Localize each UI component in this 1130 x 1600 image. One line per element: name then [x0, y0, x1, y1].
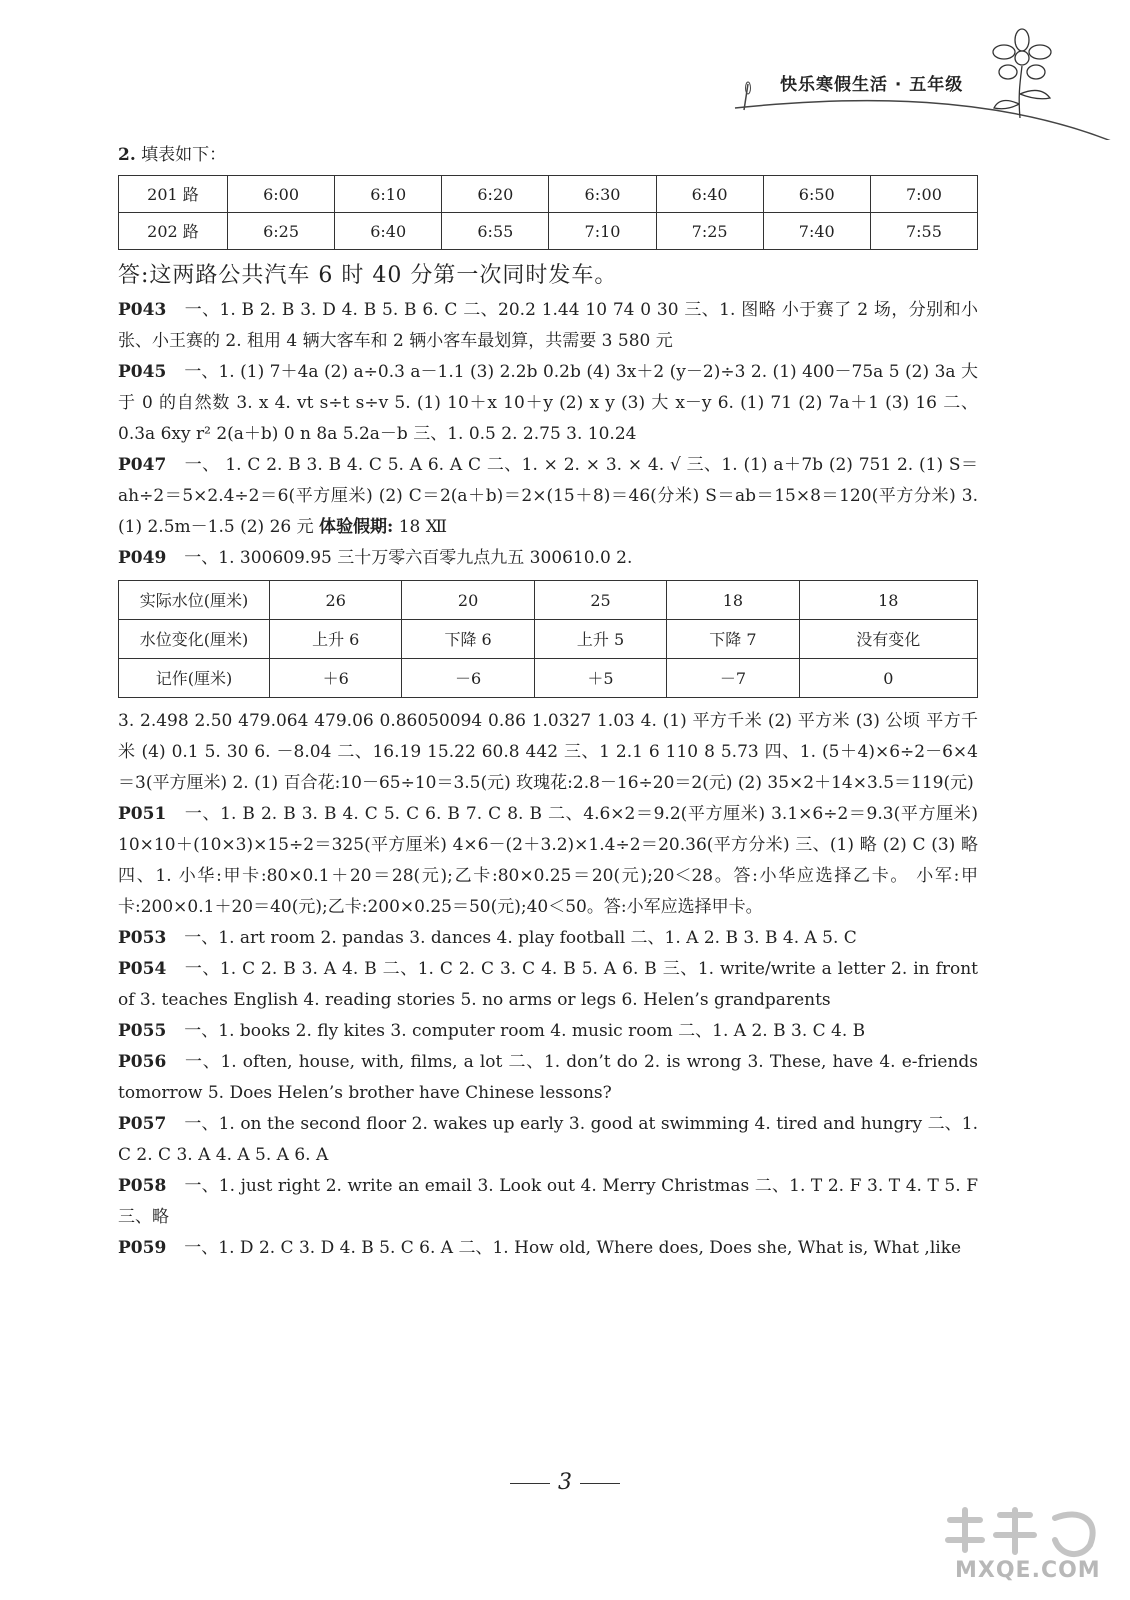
- page-number: [0, 1470, 1130, 1495]
- intro-number: 2.: [118, 145, 136, 165]
- page-code: P056: [118, 1052, 167, 1072]
- header-curve-line: [735, 101, 1128, 140]
- section-p043: [118, 295, 978, 357]
- table-cell: －6: [402, 659, 534, 698]
- page-number-value: 3: [558, 1470, 572, 1495]
- section-text: 一、1. D 2. C 3. D 4. B 5. C 6. A 二、1. How old, Where does, Does she, What is, What ,like: [184, 1238, 962, 1258]
- section-p057: [118, 1109, 978, 1171]
- table-cell: 18: [667, 581, 799, 620]
- section-p053: [118, 923, 978, 954]
- section-text: 一、1. (1) 7＋4a (2) a÷0.3 a－1.1 (3) 2.2b 0.2b (4) 3x＋2 (y－2)÷3 2. (1) 400－75a 5 (2) 3a 大于 0 的自然数 3. x 4. vt s÷t s÷v 5. (1) 10＋x 10＋y (2) x y (3) 大 x－y 6. (1) 71 (2) 7a＋1 (3) 16 二、0.3a 6xy r² 2(a＋b) 0 n 8a 5.2a－b 三、1. 0.5 2. 2.75 3. 10.24: [118, 362, 978, 444]
- table-cell: 6:30: [549, 176, 656, 213]
- table-cell: 6:40: [335, 213, 442, 250]
- table-row: [119, 213, 978, 250]
- answer-content: [118, 140, 978, 1264]
- section-text: 一、1. on the second floor 2. wakes up early 3. good at swimming 4. tired and hungry 二、1. C 2. C 3. A 4. A 5. A 6. A: [118, 1114, 978, 1165]
- section-text: 一、1. just right 2. write an email 3. Look out 4. Merry Christmas 二、1. T 2. F 3. T 4. T 5. F 三、略: [118, 1176, 978, 1227]
- table-cell: 上升 5: [534, 620, 666, 659]
- page-code: P045: [118, 362, 167, 382]
- page-header: [0, 0, 1130, 140]
- table-cell: 6:20: [442, 176, 549, 213]
- section-p054: [118, 954, 978, 1016]
- table-cell: 7:00: [870, 176, 977, 213]
- section-p055: [118, 1016, 978, 1047]
- page-code: P057: [118, 1114, 167, 1134]
- table-row: [119, 620, 978, 659]
- header-title: 快乐寒假生活 · 五年级: [780, 75, 964, 95]
- water-level-table: [118, 580, 978, 698]
- table-cell: 上升 6: [270, 620, 402, 659]
- section-p056: [118, 1047, 978, 1109]
- page-code: P047: [118, 455, 167, 475]
- section-text: 一、1. books 2. fly kites 3. computer room 4. music room 二、1. A 2. B 3. C 4. B: [184, 1021, 866, 1041]
- table-row: [119, 659, 978, 698]
- page-number-dash-left: [510, 1483, 550, 1484]
- table-cell: 下降 7: [667, 620, 799, 659]
- section-p051: [118, 799, 978, 923]
- row-header: 实际水位(厘米): [119, 581, 270, 620]
- page-code: P053: [118, 928, 167, 948]
- page-code: P054: [118, 959, 167, 979]
- section-p049-continued: [118, 706, 978, 799]
- page-code: P055: [118, 1021, 167, 1041]
- table-cell: 18: [799, 581, 977, 620]
- experience-value: 18 Ⅻ: [398, 517, 448, 537]
- table-row: [119, 581, 978, 620]
- section-p049: [118, 543, 978, 574]
- page-code: P043: [118, 300, 167, 320]
- section-text: 3. 2.498 2.50 479.064 479.06 0.86050094 0.86 1.0327 1.03 4. (1) 平方千米 (2) 平方米 (3) 公顷 平方千米 (4) 0.1 5. 30 6. －8.04 二、16.19 15.22 60.8 442 三、1 2.1 6 110 8 5.73 四、1. (5＋4)×6÷2－6×4＝3(平方厘米) 2. (1) 百合花:10－65÷10＝3.5(元) 玫瑰花:2.8－16÷20＝2(元) (2) 35×2＋14×3.5＝119(元): [118, 711, 978, 793]
- row-header: 202 路: [119, 213, 228, 250]
- table-cell: 7:25: [656, 213, 763, 250]
- section-text: 一、1. art room 2. pandas 3. dances 4. play football 二、1. A 2. B 3. B 4. A 5. C: [184, 928, 857, 948]
- bus-answer: 答:这两路公共汽车 6 时 40 分第一次同时发车。: [118, 263, 618, 288]
- intro-line: [118, 140, 978, 171]
- section-p045: [118, 357, 978, 450]
- table-cell: 0: [799, 659, 977, 698]
- table-cell: －7: [667, 659, 799, 698]
- flower-icon: [993, 29, 1051, 118]
- table-cell: 26: [270, 581, 402, 620]
- table-cell: 7:55: [870, 213, 977, 250]
- section-text: 一、1. often, house, with, films, a lot 二、1. don’t do 2. is wrong 3. These, have 4. e-friends tomorrow 5. Does Helen’s brother have Chinese lessons?: [118, 1052, 978, 1103]
- section-p059: [118, 1233, 978, 1264]
- table-cell: 6:50: [763, 176, 870, 213]
- row-header: 201 路: [119, 176, 228, 213]
- table-cell: ＋6: [270, 659, 402, 698]
- page-code: P059: [118, 1238, 167, 1258]
- page-number-dash-right: [580, 1483, 620, 1484]
- watermark-text: MXQE.COM: [955, 1558, 1101, 1583]
- section-text: 一、 1. C 2. B 3. B 4. C 5. A 6. A C 二、1. × 2. × 3. × 4. √ 三、1. (1) a＋7b (2) 751 2. (1) S＝ah÷2＝5×2.4÷2＝6(平方厘米) (2) C＝2(a＋b)＝2×(15＋8)＝46(分米) S＝ab＝15×8＝120(平方分米) 3. (1) 2.5m－1.5 (2) 26 元: [118, 455, 978, 537]
- table-cell: 6:10: [335, 176, 442, 213]
- table-cell: 6:00: [228, 176, 335, 213]
- page-code: P058: [118, 1176, 167, 1196]
- table-cell: 下降 6: [402, 620, 534, 659]
- table-cell: 6:25: [228, 213, 335, 250]
- table-cell: 6:40: [656, 176, 763, 213]
- section-text: 一、1. C 2. B 3. A 4. B 二、1. C 2. C 3. C 4. B 5. A 6. B 三、1. write/write a letter 2. in front of 3. teaches English 4. reading stories 5. no arms or legs 6. Helen’s grandparents: [118, 959, 978, 1010]
- section-text: 一、1. 300609.95 三十万零六百零九点九五 300610.0 2.: [184, 548, 633, 568]
- intro-text: 填表如下：: [141, 145, 227, 165]
- table-cell: 没有变化: [799, 620, 977, 659]
- page-code: P049: [118, 548, 167, 568]
- table-cell: 20: [402, 581, 534, 620]
- row-header: 记作(厘米): [119, 659, 270, 698]
- section-text: 一、1. B 2. B 3. D 4. B 5. B 6. C 二、20.2 1.44 10 74 0 30 三、1. 图略 小于赛了 2 场，分别和小张、小王赛的 2. 租用 4 辆大客车和 2 辆小客车最划算，共需要 3 580 元: [118, 300, 978, 351]
- table-cell: 7:40: [763, 213, 870, 250]
- table-cell: 7:10: [549, 213, 656, 250]
- section-text: 一、1. B 2. B 3. B 4. C 5. C 6. B 7. C 8. B 二、4.6×2＝9.2(平方厘米) 3.1×6÷2＝9.3(平方厘米) 10×10＋(10×3)×15÷2＝325(平方厘米) 4×6－(2＋3.2)×1.4÷2＝20.36(平方分米) 三、(1) 略 (2) C (3) 略 四、1. 小华:甲卡:80×0.1＋20＝28(元);乙卡:80×0.25＝20(元);20＜28。答:小华应选择乙卡。 小军:甲卡:200×0.1＋20＝40(元);乙卡:200×0.25＝50(元);40＜50。答:小军应选择甲卡。: [118, 804, 978, 917]
- section-p047: [118, 450, 978, 543]
- table-row: [119, 176, 978, 213]
- table-cell: 25: [534, 581, 666, 620]
- bus-schedule-table: [118, 175, 978, 250]
- section-p058: [118, 1171, 978, 1233]
- table-cell: ＋5: [534, 659, 666, 698]
- experience-label: 体验假期:: [319, 517, 394, 537]
- table-cell: 6:55: [442, 213, 549, 250]
- row-header: 水位变化(厘米): [119, 620, 270, 659]
- page-code: P051: [118, 804, 167, 824]
